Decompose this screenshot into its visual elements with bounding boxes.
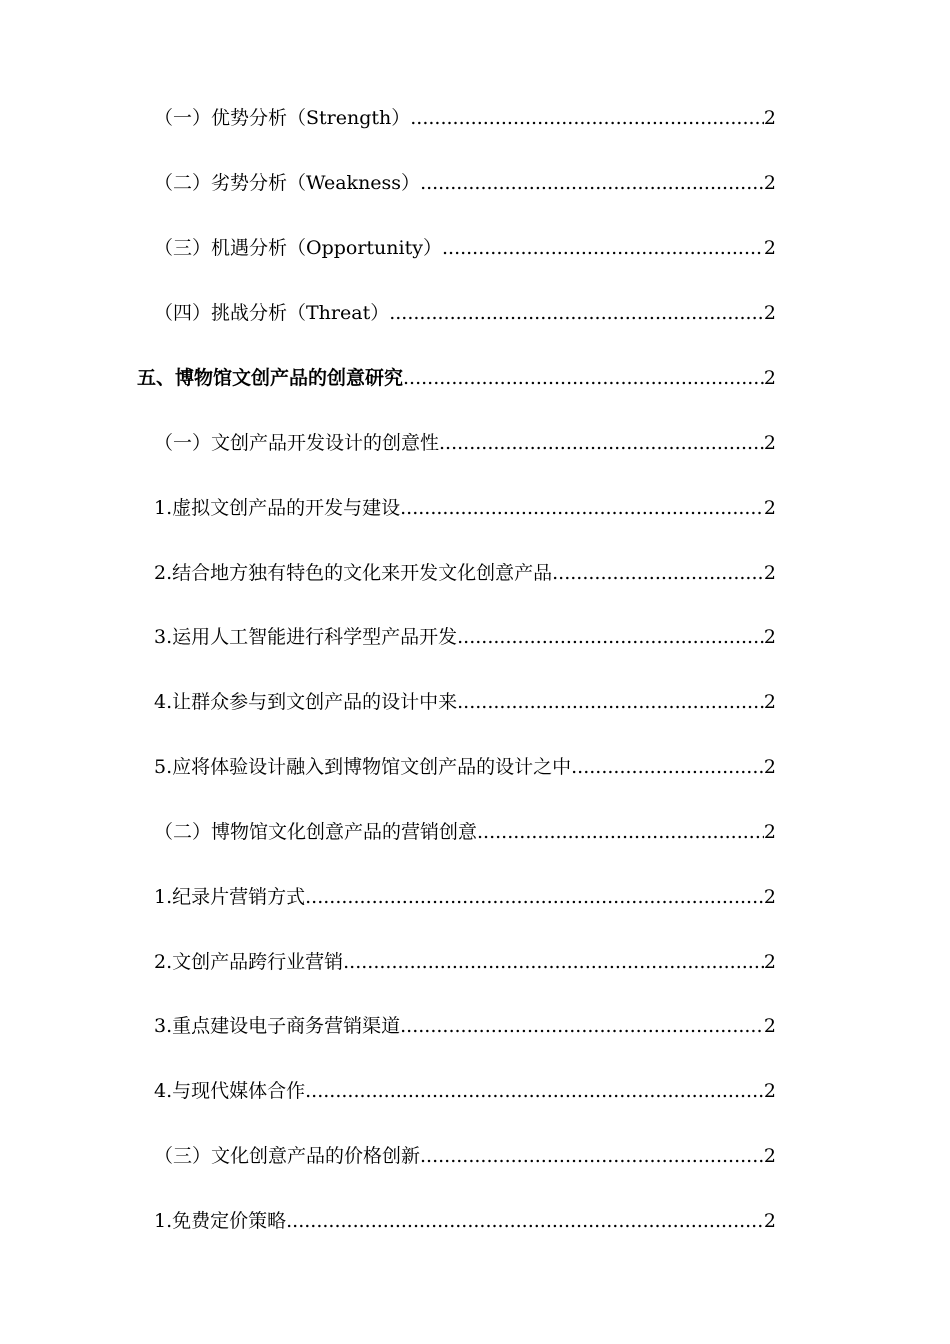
toc-entry[interactable] <box>154 947 776 977</box>
toc-dot-leader <box>457 622 764 652</box>
toc-page-number: 2 <box>763 1015 776 1037</box>
toc-page-number: 2 <box>763 821 776 843</box>
toc-dot-leader <box>439 428 764 458</box>
toc-entry-title: 4.与现代媒体合作 <box>154 1080 306 1102</box>
toc-dot-leader <box>571 752 764 782</box>
toc-dot-leader <box>410 103 764 133</box>
toc-dot-leader <box>420 1141 764 1171</box>
toc-entry-title: 1.虚拟文创产品的开发与建设 <box>154 497 401 519</box>
toc-entry-title: 1.免费定价策略 <box>154 1210 287 1232</box>
toc-page-number: 2 <box>763 756 776 778</box>
toc-page-number: 2 <box>763 691 776 713</box>
toc-entry-title: 3.运用人工智能进行科学型产品开发 <box>154 626 458 648</box>
toc-entry-title: （二）劣势分析（Weakness） <box>154 172 421 194</box>
toc-dot-leader <box>457 687 764 717</box>
toc-entry[interactable] <box>154 233 776 263</box>
toc-entry-title: （二）博物馆文化创意产品的营销创意 <box>154 821 478 843</box>
toc-entry-title: 五、博物馆文创产品的创意研究 <box>137 367 404 389</box>
toc-entry[interactable] <box>154 298 776 328</box>
toc-page-number: 2 <box>763 1080 776 1102</box>
toc-dot-leader <box>343 947 764 977</box>
toc-page-number: 2 <box>763 107 776 129</box>
toc-dot-leader <box>305 882 764 912</box>
toc-entry-title: 4.让群众参与到文创产品的设计中来 <box>154 691 458 713</box>
toc-dot-leader <box>389 298 764 328</box>
toc-page-number: 2 <box>763 172 776 194</box>
toc-dot-leader <box>420 168 764 198</box>
toc-entry[interactable] <box>154 168 776 198</box>
toc-dot-leader <box>477 817 764 847</box>
toc-entry-title: （三）机遇分析（Opportunity） <box>154 237 442 259</box>
toc-page-number: 2 <box>763 432 776 454</box>
toc-entry[interactable] <box>154 428 776 458</box>
toc-page-number: 2 <box>763 497 776 519</box>
toc-page-number: 2 <box>763 626 776 648</box>
toc-entry[interactable] <box>154 882 776 912</box>
toc-page-number: 2 <box>763 237 776 259</box>
toc-entry[interactable] <box>154 622 776 652</box>
toc-dot-leader <box>400 1011 764 1041</box>
toc-entry[interactable] <box>154 1206 776 1236</box>
toc-page-number: 2 <box>763 951 776 973</box>
toc-entry-title: （一）文创产品开发设计的创意性 <box>154 432 440 454</box>
toc-entry-title: 3.重点建设电子商务营销渠道 <box>154 1015 401 1037</box>
toc-entry-title: （三）文化创意产品的价格创新 <box>154 1145 421 1167</box>
toc-entry[interactable] <box>154 558 776 588</box>
toc-page-number: 2 <box>763 1145 776 1167</box>
toc-entry-chapter[interactable] <box>137 363 776 393</box>
toc-entry[interactable] <box>154 817 776 847</box>
toc-entry[interactable] <box>154 752 776 782</box>
toc-page-number: 2 <box>763 367 776 389</box>
toc-entry[interactable] <box>154 1011 776 1041</box>
toc-page-number: 2 <box>763 886 776 908</box>
toc-entry-title: 5.应将体验设计融入到博物馆文创产品的设计之中 <box>154 756 572 778</box>
toc-entry[interactable] <box>154 493 776 523</box>
toc-entry[interactable] <box>154 1076 776 1106</box>
toc-entry-title: （一）优势分析（Strength） <box>154 107 411 129</box>
toc-page-number: 2 <box>763 562 776 584</box>
toc-entry-title: 2.文创产品跨行业营销 <box>154 951 344 973</box>
toc-entry[interactable] <box>154 1141 776 1171</box>
toc-dot-leader <box>400 493 764 523</box>
toc-dot-leader <box>403 363 764 393</box>
toc-entry-title: （四）挑战分析（Threat） <box>154 302 390 324</box>
toc-dot-leader <box>442 233 764 263</box>
toc-entry[interactable] <box>154 103 776 133</box>
toc-entry[interactable] <box>154 687 776 717</box>
toc-dot-leader <box>552 558 764 588</box>
toc-dot-leader <box>286 1206 764 1236</box>
toc-page-number: 2 <box>763 302 776 324</box>
toc-page-number: 2 <box>763 1210 776 1232</box>
toc-dot-leader <box>305 1076 764 1106</box>
toc-entry-title: 1.纪录片营销方式 <box>154 886 306 908</box>
toc-entry-title: 2.结合地方独有特色的文化来开发文化创意产品 <box>154 562 553 584</box>
